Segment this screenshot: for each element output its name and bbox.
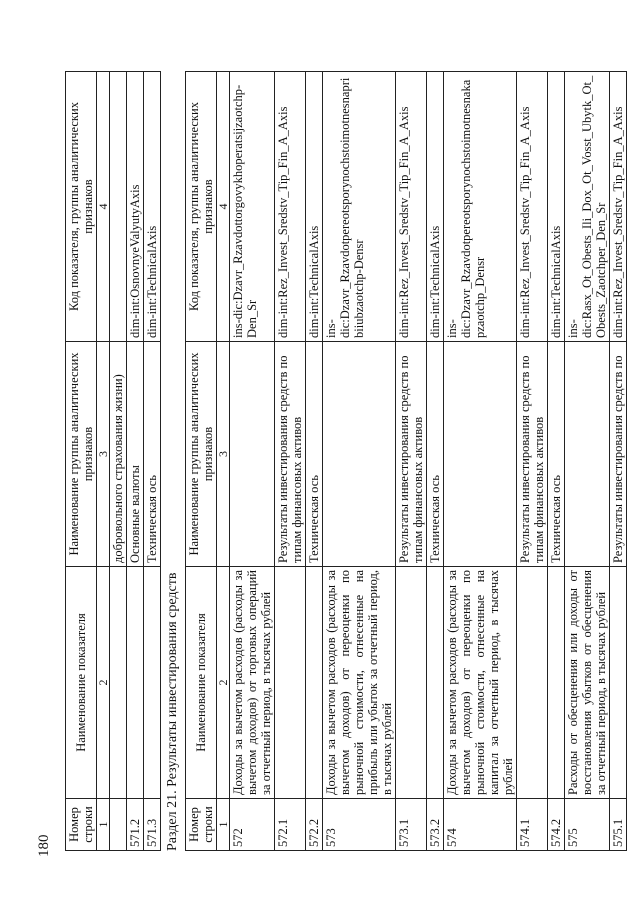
indicator-name [396,567,427,799]
row-number: 574.2 [548,799,565,851]
row-number: 575.1 [610,799,627,851]
indicator-name: Расходы от обесценения или доходы от восстановления убытков от обесценения за отчетный период, в тысячах рублей [565,567,610,799]
indicator-name: Доходы за вычетом расходов (расходы за вычетом доходов) от переоценки по рыночной стоимости, отнесенные на прибыль или убыток за отчетный период, в тысячах рублей [323,567,396,799]
indicator-code: dim-int:Rez_Invest_Sredstv_Tip_Fin_A_Axis [275,72,306,342]
indicator-name [127,567,144,799]
table-row [517,72,548,851]
indicator-code: dim-int:Rez_Invest_Sredstv_Tip_Fin_A_Axis [610,72,627,342]
table-row [565,72,610,851]
header-indicator-name: Наименование показателя [66,567,97,799]
group-name: Техническая ось [144,342,161,567]
group-name: Результаты инвестирования средств по типам финансовых активов [275,342,306,567]
row-number: 571.2 [127,799,144,851]
column-index: 1 [217,799,230,851]
investment-results-table [185,71,627,851]
indicator-name: Доходы за вычетом расходов (расходы за вычетом доходов) от торговых операций за отчетный период, в тысячах рублей [230,567,275,799]
column-index: 2 [97,567,110,799]
indicator-code: dim-int:TechnicalAxis [548,72,565,342]
indicator-code: dim-int:TechnicalAxis [144,72,161,342]
indicator-name: Доходы за вычетом расходов (расходы за вычетом доходов) от переоценки по рыночной стоимости, отнесенные на капитал за отчетный период, в тысячах рублей [444,567,517,799]
row-number: 572 [230,799,275,851]
indicator-name [548,567,565,799]
indicator-code [110,72,127,342]
group-name [323,342,396,567]
indicator-code: ins-dic:Dzavr_Rzavdotpereotsporynochstoimotnesnapribiiubzaotchp-Densr [323,72,396,342]
row-number: 574.1 [517,799,548,851]
header-row-number: Номер строки [186,799,217,851]
table-header-row [66,72,97,851]
column-index: 1 [97,799,110,851]
group-name: Результаты инвестирования средств по типам финансовых активов [517,342,548,567]
page-number: 180 [36,834,52,857]
indicator-name [275,567,306,799]
group-name: Техническая ось [306,342,323,567]
row-number: 573.1 [396,799,427,851]
indicator-code: dim-int:TechnicalAxis [306,72,323,342]
table-row [230,72,275,851]
row-number: 572.1 [275,799,306,851]
table-row [127,72,144,851]
header-row-number: Номер строки [66,799,97,851]
group-name: Техническая ось [548,342,565,567]
table-row [610,72,627,851]
group-name: Результаты инвестирования средств по типам финансовых активов [396,342,427,567]
group-name: добровольного страхования жизни) [110,342,127,567]
table-row [323,72,396,851]
indicator-name [427,567,444,799]
indicator-name [610,567,627,799]
table-row [306,72,323,851]
table-row [427,72,444,851]
row-number: 573.2 [427,799,444,851]
indicator-code: dim-int:Rez_Invest_Sredstv_Tip_Fin_A_Axis [517,72,548,342]
row-number: 572.2 [306,799,323,851]
group-name: Техническая ось [427,342,444,567]
indicator-code: ins-dic:Dzavr_Rzavdotpereotsporynochstoimotnesnakapzaotchp_Densr [444,72,517,342]
indicator-name [110,567,127,799]
header-group-name: Наименование группы аналитических признаков [66,342,97,567]
section-title: Раздел 21. Результаты инвестирования средств [165,572,180,851]
indicator-name [144,567,161,799]
column-index-row [217,72,230,851]
row-number: 573 [323,799,396,851]
group-name [444,342,517,567]
group-name: Основные валюты [127,342,144,567]
table-row [144,72,161,851]
indicator-code: ins-dic:Dzavr_Rzavdottorgovykhoperatsijzaotchp-Den_Sr [230,72,275,342]
row-number: 574 [444,799,517,851]
column-index: 4 [97,72,110,342]
header-code: Код показателя, группы аналитических признаков [66,72,97,342]
table-header-row [186,72,217,851]
header-indicator-name: Наименование показателя [186,567,217,799]
group-name: Результаты инвестирования средств по [610,342,627,567]
table-row [444,72,517,851]
indicator-name [306,567,323,799]
row-number: 571.3 [144,799,161,851]
indicator-code: dim-int:TechnicalAxis [427,72,444,342]
column-index-row [97,72,110,851]
table-row [396,72,427,851]
column-index: 3 [97,342,110,567]
indicator-code: dim-int:OsnovnyeValyutyAxis [127,72,144,342]
indicator-name [517,567,548,799]
group-name [565,342,610,567]
table-row [110,72,127,851]
continued-table [65,71,161,851]
column-index: 3 [217,342,230,567]
table-row [548,72,565,851]
table-row [275,72,306,851]
column-index: 4 [217,72,230,342]
indicator-code: ins-dic:Rasx_Ot_Obests_Ili_Dox_Ot_Vosst_Ubytk_Ot_Obests_Zaotchper_Den_Sr [565,72,610,342]
group-name [230,342,275,567]
header-group-name: Наименование группы аналитических признаков [186,342,217,567]
indicator-code: dim-int:Rez_Invest_Sredstv_Tip_Fin_A_Axis [396,72,427,342]
row-number [110,799,127,851]
header-code: Код показателя, группы аналитических признаков [186,72,217,342]
row-number: 575 [565,799,610,851]
column-index: 2 [217,567,230,799]
